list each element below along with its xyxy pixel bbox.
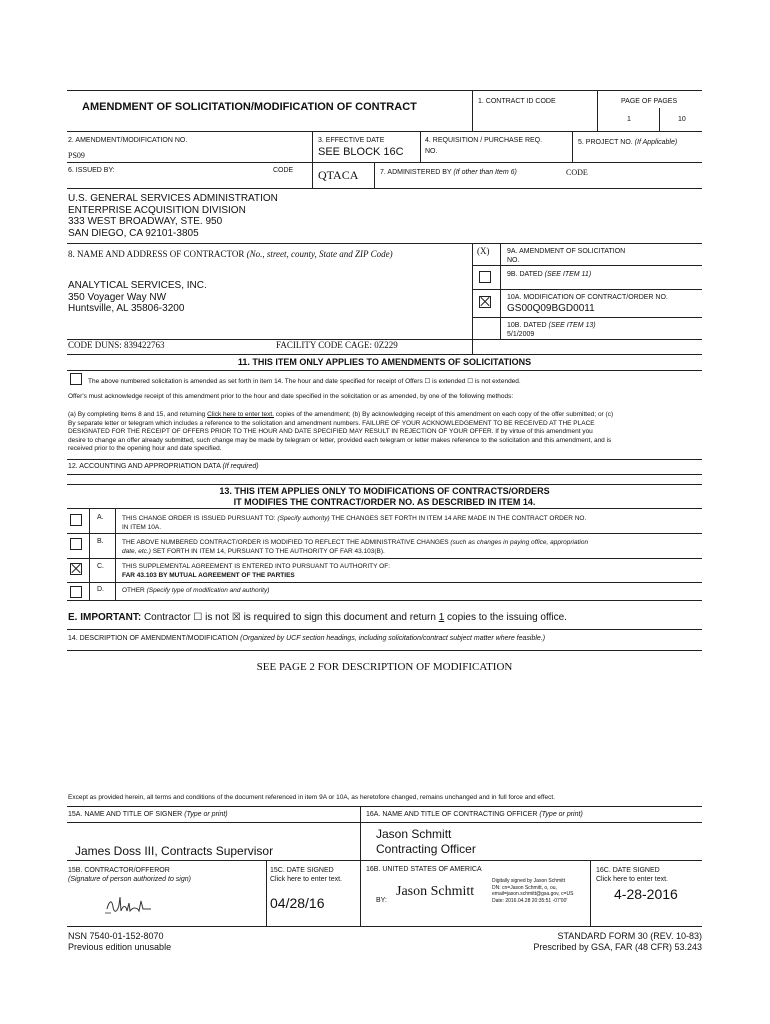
duns-code: CODE DUNS: 839422763	[68, 340, 165, 350]
item-13c-text-2: FAR 43.103 BY MUTUAL AGREEMENT OF THE PARTIES	[122, 572, 295, 579]
officer-16a-title: Contracting Officer	[376, 842, 476, 856]
rule	[266, 860, 267, 926]
rule	[67, 533, 702, 534]
item-13a-checkbox[interactable]	[70, 514, 82, 526]
item-13a-text-2: IN ITEM 10A.	[122, 524, 162, 531]
usa-16b-label: 16B. UNITED STATES OF AMERICA	[366, 866, 482, 873]
rule	[500, 243, 501, 339]
block-10b-label: 10B. DATED	[507, 322, 547, 329]
contractor-city: Huntsville, AL 35806-3200	[68, 303, 185, 314]
section-11-line-1: The above numbered solicitation is amended as set forth in item 14. The hour and date specified for receipt of Offers ☐ is extended ☐ is not extended.	[88, 378, 521, 385]
item-13c-checkbox-checked[interactable]	[70, 563, 82, 575]
standard-form-id: STANDARD FORM 30 (REV. 10-83)	[557, 931, 702, 941]
issuer-code-value: QTACA	[318, 168, 359, 182]
issuer-line-4: SAN DIEGO, CA 92101-3805	[68, 227, 199, 239]
block-10b-value: 5/1/2009	[507, 331, 535, 338]
block-10a-label: 10A. MODIFICATION OF CONTRACT/ORDER NO.	[507, 294, 668, 301]
section-11-line-2: Offer's must acknowledge receipt of this amendment prior to the hour and date specified in the solicitation or as amended, by one of the following methods:	[68, 393, 514, 400]
item-13d-letter: D.	[97, 586, 104, 593]
cage-code: FACILITY CODE CAGE: 0Z229	[276, 340, 398, 350]
rule	[472, 265, 702, 266]
rule	[67, 822, 702, 823]
item-13b-note: (such as changes in paying office, appropriation	[450, 539, 589, 546]
contractor-label-note: (No., street, county, State and ZIP Code)	[246, 249, 393, 259]
block-10a-checkbox-checked[interactable]	[479, 296, 491, 308]
digital-sig-line-4: Date: 2016.04.28 20:35:51 -07'00'	[492, 897, 568, 904]
administered-by-label: 7. ADMINISTERED BY	[380, 169, 452, 176]
section-14-note: (Organized by UCF section headings, including solicitation/contract subject matter where feasible.)	[240, 635, 546, 642]
block-9a-label-2: NO.	[507, 257, 520, 264]
effective-date-value: SEE BLOCK 16C	[318, 146, 404, 158]
date-15c-value: 04/28/16	[270, 895, 325, 911]
contractor-name: ANALYTICAL SERVICES, INC.	[68, 280, 207, 291]
section-11-para-3: DESIGNATED FOR THE RECEIPT OF OFFERS PRIOR TO THE HOUR AND DATE SPECIFIED MAY RESULT IN REJECTION OF YOUR OFFER. If by virtue of this amendment you	[68, 428, 593, 435]
previous-edition: Previous edition unusable	[68, 942, 172, 952]
item-13a-note: (Specify authority)	[277, 515, 330, 522]
requisition-label-2: NO.	[425, 148, 438, 155]
rule	[67, 582, 702, 583]
item-13a-text: THIS CHANGE ORDER IS ISSUED PURSUANT TO:	[122, 515, 276, 522]
rule	[312, 131, 313, 188]
enter-text-link[interactable]: Click here to enter text.	[207, 411, 274, 418]
issuer-line-2: ENTERPRISE ACQUISITION DIVISION	[68, 204, 246, 216]
issuer-line-1: U.S. GENERAL SERVICES ADMINISTRATION	[68, 193, 278, 204]
contract-id-label: 1. CONTRACT ID CODE	[478, 98, 556, 105]
item-13c-letter: C.	[97, 563, 104, 570]
digital-sig-line-2: DN: cn=Jason Schmitt, o, ou,	[492, 884, 557, 891]
section-11-title: 11. THIS ITEM ONLY APPLIES TO AMENDMENTS OF SOLICITATIONS	[237, 357, 532, 367]
x-column-header: (X)	[477, 246, 490, 256]
contractor-signature-icon	[103, 893, 155, 917]
rule	[472, 243, 473, 354]
date-15c-label: 15C. DATE SIGNED	[270, 867, 334, 874]
contractor-street: 350 Voyager Way NW	[68, 291, 167, 303]
signer-15a-label: 15A. NAME AND TITLE OF SIGNER	[68, 811, 183, 818]
contractor-15b-note: (Signature of person authorized to sign)	[68, 876, 191, 883]
project-no-label: 5. PROJECT NO.	[578, 139, 633, 146]
section-14-body: SEE PAGE 2 FOR DESCRIPTION OF MODIFICATION	[256, 661, 513, 673]
item-13c-text: THIS SUPPLEMENTAL AGREEMENT IS ENTERED INTO PURSUANT TO AUTHORITY OF:	[122, 563, 390, 570]
item-13d-note: (Specify type of modification and authority)	[146, 587, 270, 594]
important-text-a: Contractor ☐ is not ☒ is required to sign this document and return	[143, 612, 436, 623]
section-11-checkbox[interactable]	[70, 373, 82, 385]
project-no-note: (If Applicable)	[634, 139, 678, 146]
contractor-15b-label: 15B. CONTRACTOR/OFFEROR	[68, 867, 170, 874]
rule	[67, 131, 702, 132]
rule	[67, 90, 702, 91]
section-12-note: (If required)	[222, 463, 259, 470]
date-16c-placeholder[interactable]: Click here to enter text.	[596, 876, 668, 883]
rule	[67, 860, 702, 861]
digital-sig-line-3: email=jason.schmitt@gsa.gov, c=US	[492, 891, 574, 897]
section-11-para-2: By separate letter or telegram which includes a reference to the solicitation and amendment numbers. FAILURE OF YOUR ACKNOWLEDGEMENT TO BE RECEIVED AT THE PLACE	[68, 419, 595, 427]
rule	[374, 162, 375, 188]
item-13b-checkbox[interactable]	[70, 538, 82, 550]
rule	[67, 508, 702, 509]
item-13a-letter: A.	[97, 514, 104, 521]
rule	[67, 806, 702, 807]
by-label: BY:	[376, 897, 387, 904]
officer-signature: Jason Schmitt	[396, 884, 475, 899]
rule	[67, 354, 702, 355]
rule	[472, 90, 473, 131]
rule	[572, 131, 573, 162]
prescribed-by: Prescribed by GSA, FAR (48 CFR) 53.243	[533, 942, 702, 952]
important-copies: 1	[438, 612, 445, 623]
issued-by-label: 6. ISSUED BY:	[68, 167, 115, 174]
section-11-para-1: (a) By completing Items 8 and 15, and returning	[68, 411, 206, 418]
rule	[597, 90, 598, 131]
block-9b-note: (SEE ITEM 11)	[544, 271, 592, 278]
effective-date-label: 3. EFFECTIVE DATE	[318, 137, 385, 144]
rule	[472, 317, 702, 318]
administered-by-note: (If other than Item 6)	[453, 169, 517, 176]
rule	[67, 474, 702, 475]
item-13b-text-2: SET FORTH IN ITEM 14, PURSUANT TO THE AUTHORITY OF FAR 43.103(B).	[152, 548, 385, 555]
date-16c-value: 4-28-2016	[614, 886, 678, 902]
rule	[67, 188, 702, 189]
item-13b-note-2: date, etc.)	[122, 548, 151, 555]
page-total: 10	[678, 116, 686, 123]
rule	[115, 508, 116, 600]
form-title: AMENDMENT OF SOLICITATION/MODIFICATION OF CONTRACT	[82, 101, 417, 113]
rule	[590, 860, 591, 926]
officer-16a-name: Jason Schmitt	[376, 827, 452, 841]
section-14-label: 14. DESCRIPTION OF AMENDMENT/MODIFICATION	[68, 635, 239, 642]
block-10a-value: GS00Q09BGD0011	[507, 303, 595, 314]
rule	[360, 806, 361, 926]
rule	[67, 629, 702, 630]
block-9b-checkbox[interactable]	[479, 271, 491, 283]
rule	[67, 650, 702, 651]
item-13a-rest: THE CHANGES SET FORTH IN ITEM 14 ARE MADE IN THE CONTRACT ORDER NO.	[331, 515, 587, 522]
rule	[659, 108, 660, 131]
page-number: 1	[627, 116, 631, 123]
rule	[67, 558, 702, 559]
block-9a-label: 9A. AMENDMENT OF SOLICITATION	[507, 248, 626, 255]
item-13b-letter: B.	[97, 538, 104, 545]
rule	[89, 508, 90, 600]
officer-16a-label: 16A. NAME AND TITLE OF CONTRACTING OFFICER	[366, 811, 538, 818]
block-9b-label: 9B. DATED	[507, 271, 543, 278]
terms-note: Except as provided herein, all terms and conditions of the document referenced in item 9A or 10A, as heretofore changed, remains unchanged and in full force and effect.	[68, 794, 555, 801]
section-11-para-1-rest: copies of the amendment; (b) By acknowledging receipt of this amendment on each copy of the offer submitted; or (c)	[275, 411, 614, 418]
section-11-para-5: received prior to the opening hour and date specified.	[68, 445, 222, 452]
rule	[67, 459, 702, 460]
signer-15a-note: (Type or print)	[184, 811, 228, 818]
amendment-no-value: PS09	[68, 151, 85, 160]
important-text-b: copies to the issuing office.	[447, 612, 567, 623]
issuer-line-3: 333 WEST BROADWAY, STE. 950	[68, 216, 223, 227]
section-13-title-2: IT MODIFIES THE CONTRACT/ORDER NO. AS DESCRIBED IN ITEM 14.	[233, 497, 536, 507]
rule	[67, 926, 702, 927]
contractor-label: 8. NAME AND ADDRESS OF CONTRACTOR	[68, 249, 245, 259]
important-label: E. IMPORTANT:	[68, 612, 142, 623]
code-label: CODE	[273, 167, 294, 174]
item-13d-checkbox[interactable]	[70, 586, 82, 598]
rule	[67, 243, 702, 244]
date-15c-placeholder[interactable]: Click here to enter text.	[270, 876, 342, 883]
rule	[67, 484, 702, 485]
signer-15a-name: James Doss III, Contracts Supervisor	[75, 844, 274, 858]
officer-16a-note: (Type or print)	[539, 811, 583, 818]
section-12-label: 12. ACCOUNTING AND APPROPRIATION DATA	[68, 463, 221, 470]
digital-sig-line-1: Digitally signed by Jason Schmitt	[492, 878, 566, 884]
section-13-title-1: 13. THIS ITEM APPLIES ONLY TO MODIFICATIONS OF CONTRACTS/ORDERS	[219, 486, 550, 496]
section-11-para-4: desire to change an offer already submitted, such change may be made by telegram or letter, provided each telegram or letter makes reference to the solicitation and this amendment, and is	[68, 436, 612, 444]
rule	[67, 370, 702, 371]
block-10b-note: (SEE ITEM 13)	[548, 322, 596, 329]
admin-code-label: CODE	[566, 168, 588, 177]
nsn-number: NSN 7540-01-152-8070	[68, 931, 164, 941]
requisition-label: 4. REQUISITION / PURCHASE REQ.	[425, 137, 543, 144]
item-13b-text: THE ABOVE NUMBERED CONTRACT/ORDER IS MODIFIED TO REFLECT THE ADMINISTRATIVE CHANGES	[122, 539, 449, 546]
item-13d-text: OTHER	[122, 587, 145, 594]
rule	[420, 131, 421, 162]
amendment-no-label: 2. AMENDMENT/MODIFICATION NO.	[68, 137, 188, 144]
rule	[67, 600, 702, 601]
rule	[67, 162, 702, 163]
page-of-pages-label: PAGE OF PAGES	[621, 98, 678, 105]
rule	[472, 289, 702, 290]
date-16c-label: 16C. DATE SIGNED	[596, 867, 660, 874]
